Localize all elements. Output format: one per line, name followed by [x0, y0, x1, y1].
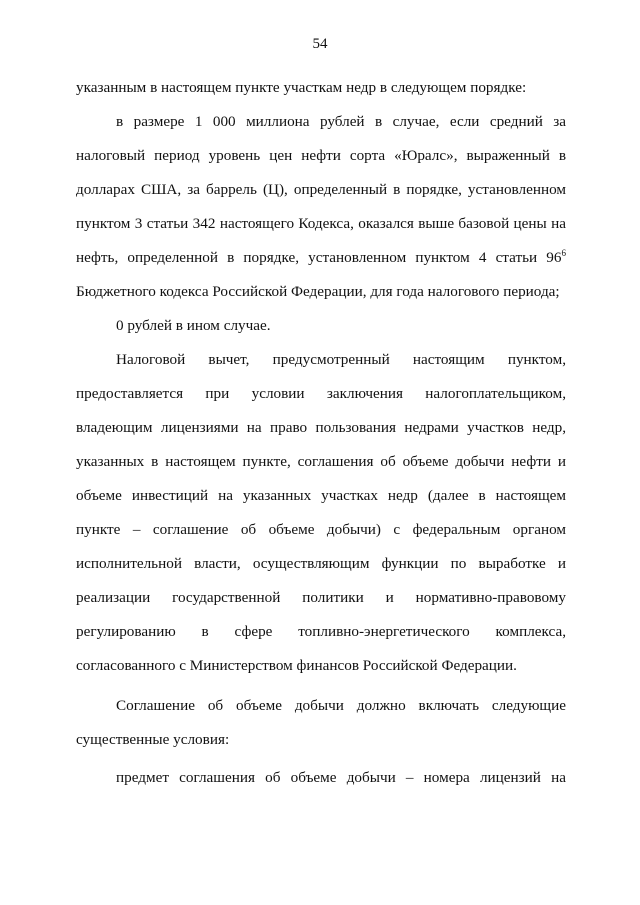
text-line: указанных в настоящем пункте, соглашения об объеме добычи нефти и: [76, 453, 566, 470]
text-line: долларах США, за баррель (Ц), определенный в порядке, установленном: [76, 181, 566, 198]
text-line-with-footnote: [76, 248, 566, 268]
text-line: исполнительной власти, осуществляющим функции по выработке и: [76, 555, 566, 572]
text-line: предоставляется при условии заключения налогоплательщиком,: [76, 385, 566, 402]
text-line: пунктом 3 статьи 342 настоящего Кодекса, оказался выше базовой цены на: [76, 215, 566, 232]
text-line: Соглашение об объеме добычи должно включать следующие: [116, 697, 566, 714]
text-line: Бюджетного кодекса Российской Федерации, для года налогового периода;: [76, 283, 560, 300]
text-line: в размере 1 000 миллиона рублей в случае, если средний за: [116, 113, 566, 130]
text-line: владеющим лицензиями на право пользования недрами участков недр,: [76, 419, 566, 436]
text-segment: нефть, определенной в порядке, установленном пунктом 4 статьи 96: [76, 249, 562, 266]
page-number: 54: [312, 36, 328, 52]
text-line: пункте – соглашение об объеме добычи) с федеральным органом: [76, 521, 566, 538]
footnote-superscript: 6: [561, 248, 566, 258]
text-line: налоговый период уровень цен нефти сорта «Юралс», выраженный в: [76, 147, 566, 164]
text-line: регулированию в сфере топливно-энергетического комплекса,: [76, 623, 566, 640]
text-line: существенные условия:: [76, 731, 230, 748]
text-line: предмет соглашения об объеме добычи – номера лицензий на: [116, 769, 566, 786]
text-line: указанным в настоящем пункте участкам недр в следующем порядке:: [76, 79, 527, 96]
text-line: 0 рублей в ином случае.: [116, 317, 271, 334]
text-line: реализации государственной политики и нормативно-правовому: [76, 589, 566, 606]
text-line: объеме инвестиций на указанных участках недр (далее в настоящем: [76, 487, 566, 504]
text-line: Налоговой вычет, предусмотренный настоящим пунктом,: [116, 351, 566, 368]
text-line: согласованного с Министерством финансов Российской Федерации.: [76, 657, 517, 674]
